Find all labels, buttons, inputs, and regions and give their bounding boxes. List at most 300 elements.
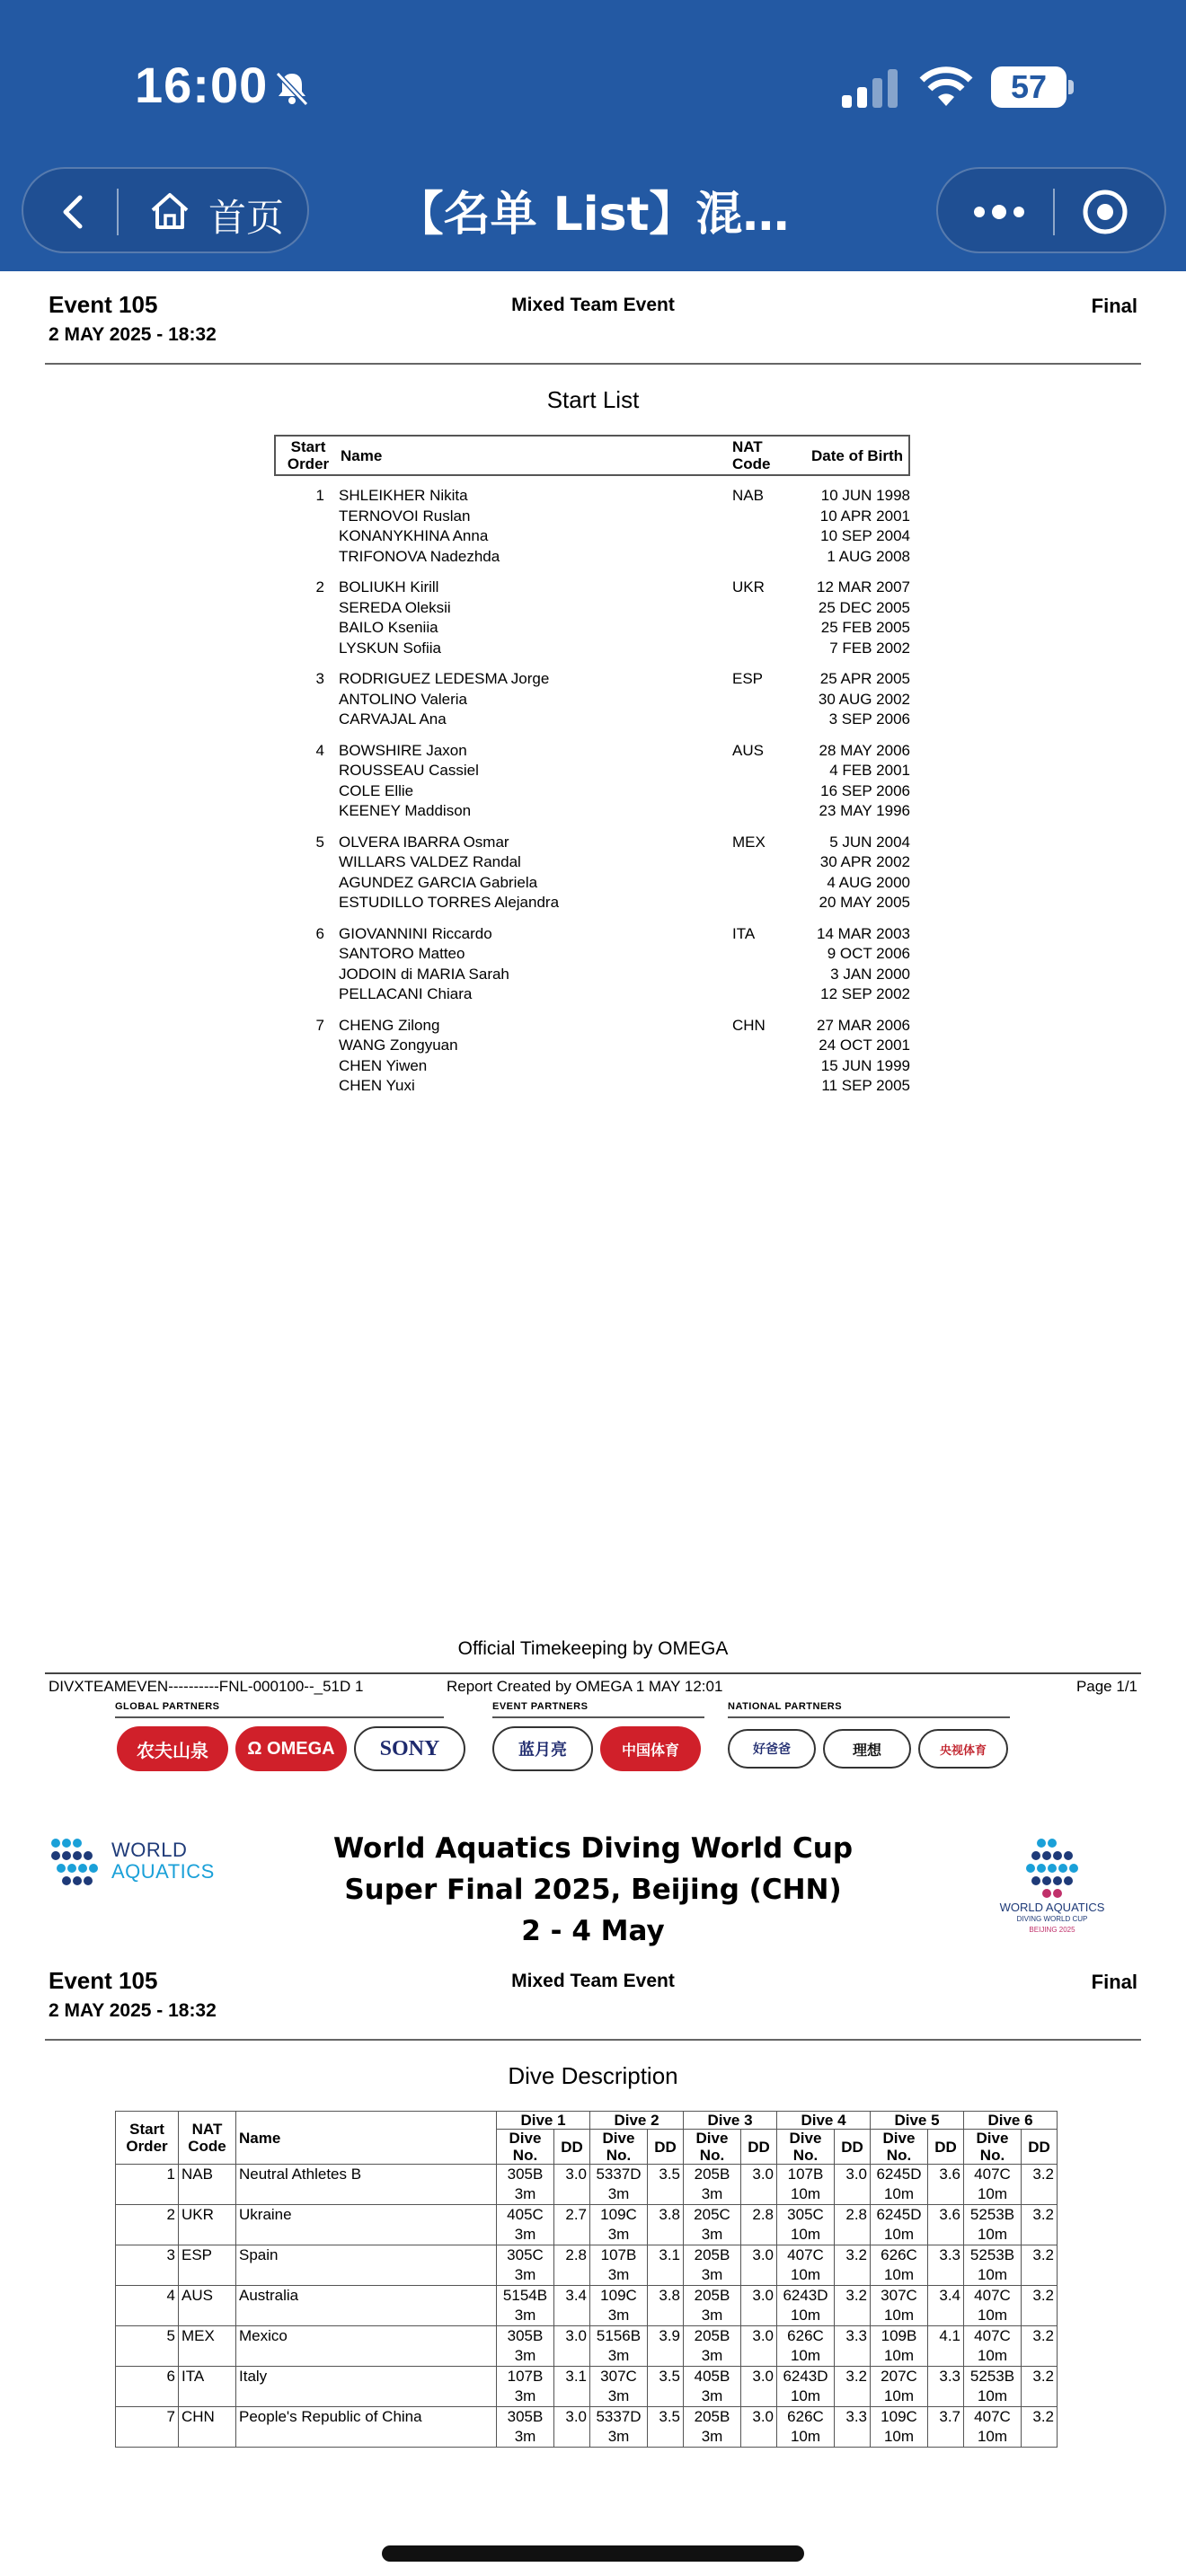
- dive-dd: 3.0: [741, 2407, 777, 2448]
- athlete-name: AGUNDEZ GARCIA Gabriela: [339, 873, 538, 891]
- event-date-2: 2 MAY 2025 - 18:32: [49, 2000, 217, 2021]
- dive-number: 5337D: [596, 2166, 642, 2183]
- dive-dd: 3.4: [928, 2286, 964, 2326]
- dive-cell: [964, 2205, 1022, 2245]
- competition-title: World Aquatics Diving World Cup: [332, 1832, 854, 1865]
- dive-number: 205C: [694, 2206, 730, 2223]
- dive-number: 109C: [600, 2206, 637, 2223]
- dive-cell: [497, 2165, 554, 2205]
- athlete-dob: 23 MAY 1996: [819, 802, 910, 819]
- athlete-dob: 12 SEP 2002: [820, 985, 910, 1002]
- header-row: [116, 2112, 1058, 2130]
- dive-cell: [871, 2245, 928, 2286]
- dive-dd: 3.8: [648, 2205, 684, 2245]
- partner-logo-sony: SONY: [354, 1726, 465, 1771]
- team-nat-code: ESP: [732, 670, 764, 687]
- dive-dd: 3.3: [835, 2326, 871, 2367]
- dive-cell: [964, 2407, 1022, 2448]
- partner-logo-china-sports: 中国体育: [600, 1726, 701, 1771]
- athlete-name: BOWSHIRE Jaxon: [339, 741, 467, 759]
- athlete-name: SHLEIKHER Nikita: [339, 487, 468, 504]
- team-nat-code: ITA: [732, 924, 756, 942]
- dive-height: 10m: [883, 2387, 915, 2404]
- dive-height: 10m: [977, 2226, 1008, 2243]
- dive-height: 3m: [701, 2185, 723, 2202]
- dive-height: 10m: [790, 2347, 821, 2364]
- start-order: 2: [116, 2205, 179, 2245]
- athlete-dob: 24 OCT 2001: [819, 1037, 910, 1054]
- dive-dd: 3.3: [928, 2245, 964, 2286]
- global-partners-label: GLOBAL PARTNERS: [115, 1701, 220, 1712]
- col-dd: DD: [648, 2130, 684, 2165]
- dive-height: 3m: [514, 2266, 536, 2283]
- dive-number: 407C: [974, 2287, 1011, 2304]
- team-nat-code: CHN: [732, 1016, 766, 1034]
- athlete-name: CARVAJAL Ana: [339, 710, 447, 728]
- dive-cell: [590, 2245, 648, 2286]
- dive-number: 405B: [694, 2368, 730, 2385]
- dive-height: 3m: [607, 2387, 630, 2404]
- event-date: 2 MAY 2025 - 18:32: [49, 324, 217, 345]
- dive-cell: [497, 2286, 554, 2326]
- dive-height: 3m: [607, 2266, 630, 2283]
- dive-dd: 3.2: [1022, 2407, 1058, 2448]
- team-name: Neutral Athletes B: [236, 2165, 497, 2205]
- dive-cell: [871, 2205, 928, 2245]
- dive-dd: 3.0: [741, 2326, 777, 2367]
- dive-dd: 3.2: [1022, 2286, 1058, 2326]
- partner-logo-omega: Ω OMEGA: [235, 1726, 347, 1771]
- dive-dd: 3.1: [648, 2245, 684, 2286]
- col-dob: Date of Birth: [811, 447, 903, 464]
- dive-number: 107B: [787, 2166, 824, 2183]
- start-order: 5: [116, 2326, 179, 2367]
- dive-dd: 3.2: [835, 2286, 871, 2326]
- dive-cell: [684, 2245, 741, 2286]
- partner-logo-lixiang: 理想: [823, 1729, 911, 1769]
- cup-logo-line1: WORLD AQUATICS: [999, 1901, 1105, 1914]
- dive-height: 3m: [701, 2428, 723, 2445]
- dive-number: 305C: [787, 2206, 824, 2223]
- dive-dd: 3.6: [928, 2205, 964, 2245]
- dive-height: 10m: [790, 2185, 821, 2202]
- dive-dd: 3.2: [1022, 2165, 1058, 2205]
- athlete-dob: 3 SEP 2006: [828, 710, 910, 728]
- dive-dd: 2.8: [741, 2205, 777, 2245]
- dive-cell: [777, 2326, 835, 2367]
- dive-height: 3m: [514, 2387, 536, 2404]
- dive-height: 10m: [977, 2185, 1008, 2202]
- table-row: [116, 2245, 1058, 2286]
- col-dive-no: Dive No.: [871, 2130, 928, 2165]
- nat-code: AUS: [179, 2286, 236, 2326]
- col-dive-5: Dive 5: [871, 2112, 964, 2130]
- nat-code: ITA: [179, 2367, 236, 2407]
- dive-cell: [497, 2326, 554, 2367]
- dive-height: 10m: [883, 2226, 915, 2243]
- col-dd: DD: [928, 2130, 964, 2165]
- col-dive-3: Dive 3: [684, 2112, 777, 2130]
- dive-dd: 3.0: [741, 2245, 777, 2286]
- dive-number: 205B: [694, 2327, 730, 2344]
- table-row: [116, 2407, 1058, 2448]
- dive-height: 3m: [607, 2307, 630, 2324]
- dive-height: 10m: [977, 2266, 1008, 2283]
- dive-number: 109B: [881, 2327, 917, 2344]
- dive-number: 205B: [694, 2166, 730, 2183]
- start-order: 7: [116, 2407, 179, 2448]
- dive-dd: 3.2: [1022, 2245, 1058, 2286]
- dive-number: 5253B: [969, 2206, 1015, 2223]
- status-time: 16:00: [135, 57, 269, 113]
- dive-cell: [684, 2326, 741, 2367]
- dive-height: 3m: [607, 2185, 630, 2202]
- dive-dd: 3.5: [648, 2165, 684, 2205]
- dive-cell: [871, 2326, 928, 2367]
- athlete-name: OLVERA IBARRA Osmar: [339, 833, 509, 851]
- dive-number: 407C: [974, 2327, 1011, 2344]
- dive-dd: 3.6: [928, 2165, 964, 2205]
- dive-height: 10m: [883, 2347, 915, 2364]
- competition-subtitle: Super Final 2025, Beijing (CHN): [344, 1874, 842, 1906]
- dive-cell: [871, 2165, 928, 2205]
- start-order: 1: [116, 2165, 179, 2205]
- dive-height: 3m: [514, 2307, 536, 2324]
- dive-dd: 3.0: [554, 2165, 590, 2205]
- col-nat: NAT Code: [732, 438, 771, 472]
- dive-dd: 3.0: [741, 2165, 777, 2205]
- dive-cell: [964, 2367, 1022, 2407]
- dive-cell: [964, 2326, 1022, 2367]
- dive-dd: 3.0: [554, 2326, 590, 2367]
- event-phase-2: Final: [1091, 1971, 1137, 1993]
- dive-cell: [684, 2367, 741, 2407]
- athlete-name: KONANYKHINA Anna: [339, 527, 489, 544]
- dive-cell: [497, 2367, 554, 2407]
- dive-height: 10m: [790, 2266, 821, 2283]
- dive-number: 407C: [974, 2166, 1011, 2183]
- dive-number: 6243D: [783, 2368, 828, 2385]
- dive-number: 207C: [881, 2368, 917, 2385]
- dive-cell: [871, 2367, 928, 2407]
- dive-dd: 3.2: [1022, 2326, 1058, 2367]
- athlete-dob: 20 MAY 2005: [819, 894, 910, 911]
- table-row: [116, 2165, 1058, 2205]
- dive-height: 3m: [514, 2428, 536, 2445]
- team-start-order: 1: [315, 487, 324, 504]
- dive-number: 6245D: [876, 2166, 922, 2183]
- org-logo-line2: AQUATICS: [111, 1860, 215, 1883]
- dive-number: 107B: [600, 2246, 637, 2263]
- dive-dd: 2.7: [554, 2205, 590, 2245]
- athlete-dob: 10 APR 2001: [819, 507, 910, 525]
- dive-height: 10m: [790, 2226, 821, 2243]
- dive-dd: 3.3: [928, 2367, 964, 2407]
- dive-number: 5253B: [969, 2246, 1015, 2263]
- report-created: Report Created by OMEGA 1 MAY 12:01: [447, 1678, 723, 1695]
- dive-cell: [777, 2286, 835, 2326]
- dive-height: 3m: [701, 2307, 723, 2324]
- header-divider-2: [45, 2039, 1141, 2041]
- dive-number: 205B: [694, 2408, 730, 2425]
- battery-level: 57: [1010, 68, 1048, 105]
- athlete-dob: 7 FEB 2002: [829, 639, 910, 657]
- partner-logo-national-1: 好爸爸: [728, 1729, 816, 1769]
- dive-dd: 3.7: [928, 2407, 964, 2448]
- event-name: Mixed Team Event: [511, 295, 675, 315]
- dive-cell: [590, 2367, 648, 2407]
- dive-dd: 3.9: [648, 2326, 684, 2367]
- athlete-dob: 4 AUG 2000: [827, 873, 910, 891]
- col-dive-2: Dive 2: [590, 2112, 684, 2130]
- dive-dd: 3.0: [835, 2165, 871, 2205]
- dive-cell: [590, 2286, 648, 2326]
- dive-table-header: [116, 2112, 1058, 2165]
- dive-number: 626C: [881, 2246, 917, 2263]
- dive-cell: [777, 2367, 835, 2407]
- team-start-order: 5: [315, 833, 324, 851]
- competition-dates: 2 - 4 May: [521, 1915, 665, 1947]
- dive-dd: 3.3: [835, 2407, 871, 2448]
- dive-height: 3m: [514, 2226, 536, 2243]
- team-name: Spain: [236, 2245, 497, 2286]
- athlete-dob: 15 JUN 1999: [820, 1056, 910, 1074]
- start-order: 4: [116, 2286, 179, 2326]
- dive-cell: [777, 2407, 835, 2448]
- home-indicator[interactable]: [382, 2545, 804, 2562]
- col-dive-no: Dive No.: [497, 2130, 554, 2165]
- athlete-name: LYSKUN Sofiia: [339, 639, 442, 657]
- athlete-dob: 16 SEP 2006: [820, 781, 910, 799]
- dive-number: 626C: [787, 2327, 824, 2344]
- dive-cell: [590, 2165, 648, 2205]
- team-nat-code: MEX: [732, 833, 766, 851]
- partner-logo-nongfu: 农夫山泉: [117, 1726, 228, 1771]
- dive-dd: 3.5: [648, 2367, 684, 2407]
- col-dd: DD: [554, 2130, 590, 2165]
- dive-cell: [684, 2165, 741, 2205]
- dive-dd: 2.8: [835, 2205, 871, 2245]
- dive-height: 3m: [514, 2185, 536, 2202]
- start-order: 3: [116, 2245, 179, 2286]
- athlete-dob: 5 JUN 2004: [829, 833, 910, 851]
- section-title: Start List: [546, 386, 640, 413]
- athlete-dob: 25 DEC 2005: [818, 598, 910, 616]
- page-title: 【名单 List】混…: [396, 188, 790, 242]
- athlete-name: ANTOLINO Valeria: [339, 690, 467, 708]
- col-dive-no: Dive No.: [777, 2130, 835, 2165]
- dive-height: 10m: [883, 2185, 915, 2202]
- dive-table-body: [116, 2165, 1058, 2448]
- team-name: Italy: [236, 2367, 497, 2407]
- dive-number: 5337D: [596, 2408, 642, 2425]
- dive-cell: [684, 2407, 741, 2448]
- athlete-name: ESTUDILLO TORRES Alejandra: [339, 894, 560, 911]
- team-name: Mexico: [236, 2326, 497, 2367]
- athlete-dob: 9 OCT 2006: [827, 945, 910, 962]
- team-name: Australia: [236, 2286, 497, 2326]
- dive-number: 305B: [507, 2408, 544, 2425]
- col-name: Name: [236, 2112, 497, 2165]
- athlete-name: KEENEY Maddison: [339, 802, 472, 819]
- dive-cell: [497, 2407, 554, 2448]
- dive-number: 407C: [787, 2246, 824, 2263]
- dive-dd: 3.2: [835, 2245, 871, 2286]
- dive-cell: [871, 2407, 928, 2448]
- dive-cell: [777, 2205, 835, 2245]
- dive-dd: 3.0: [554, 2407, 590, 2448]
- start-order: 6: [116, 2367, 179, 2407]
- dive-height: 3m: [701, 2226, 723, 2243]
- athlete-name: WANG Zongyuan: [339, 1037, 458, 1054]
- athlete-name: TERNOVOI Ruslan: [339, 507, 471, 525]
- athlete-dob: 30 APR 2002: [819, 853, 910, 870]
- nat-code: MEX: [179, 2326, 236, 2367]
- cup-logo-line3: BEIJING 2025: [1029, 1926, 1075, 1934]
- dive-height: 10m: [883, 2307, 915, 2324]
- athlete-name: ROUSSEAU Cassiel: [339, 762, 479, 779]
- dive-dd: 2.8: [554, 2245, 590, 2286]
- athlete-dob: 3 JAN 2000: [830, 965, 910, 983]
- report-code: DIVXTEAMEVEN----------FNL-000100--_51D 1: [49, 1678, 364, 1695]
- col-dd: DD: [741, 2130, 777, 2165]
- dive-cell: [871, 2286, 928, 2326]
- dive-number: 407C: [974, 2408, 1011, 2425]
- col-dive-no: Dive No.: [964, 2130, 1022, 2165]
- dive-cell: [497, 2205, 554, 2245]
- col-dd: DD: [1022, 2130, 1058, 2165]
- dive-number: 405C: [507, 2206, 544, 2223]
- dive-number: 307C: [881, 2287, 917, 2304]
- dive-cell: [497, 2245, 554, 2286]
- athlete-name: GIOVANNINI Riccardo: [339, 924, 492, 942]
- athlete-dob: 14 MAR 2003: [817, 924, 910, 942]
- event-number: Event 105: [49, 291, 158, 318]
- athlete-name: WILLARS VALDEZ Randal: [339, 853, 521, 870]
- athlete-dob: 30 AUG 2002: [818, 690, 910, 708]
- athlete-name: JODOIN di MARIA Sarah: [339, 965, 509, 983]
- event-phase: Final: [1091, 295, 1137, 317]
- team-name: Ukraine: [236, 2205, 497, 2245]
- dive-cell: [777, 2165, 835, 2205]
- dive-height: 10m: [977, 2428, 1008, 2445]
- col-dd: DD: [835, 2130, 871, 2165]
- athlete-dob: 28 MAY 2006: [819, 741, 910, 759]
- dive-height: 10m: [977, 2387, 1008, 2404]
- col-dive-no: Dive No.: [684, 2130, 741, 2165]
- dive-number: 307C: [600, 2368, 637, 2385]
- col-dive-1: Dive 1: [497, 2112, 590, 2130]
- col-start-order: Start Order: [116, 2112, 179, 2165]
- dive-number: 5156B: [596, 2327, 642, 2344]
- dive-dd: 3.2: [1022, 2367, 1058, 2407]
- dive-dd: 3.0: [741, 2367, 777, 2407]
- dive-dd: 3.2: [1022, 2205, 1058, 2245]
- col-dive-4: Dive 4: [777, 2112, 871, 2130]
- dive-cell: [684, 2286, 741, 2326]
- team-start-order: 4: [315, 741, 324, 759]
- athlete-name: SEREDA Oleksii: [339, 598, 451, 616]
- athlete-name: RODRIGUEZ LEDESMA Jorge: [339, 670, 550, 687]
- dive-dd: 3.2: [835, 2367, 871, 2407]
- col-nat: NAT Code: [179, 2112, 236, 2165]
- team-nat-code: UKR: [732, 578, 765, 595]
- dive-height: 3m: [701, 2347, 723, 2364]
- dive-height: 10m: [790, 2428, 821, 2445]
- athlete-name: BOLIUKH Kirill: [339, 578, 439, 595]
- dive-dd: 3.1: [554, 2367, 590, 2407]
- nat-code: NAB: [179, 2165, 236, 2205]
- dive-number: 305B: [507, 2327, 544, 2344]
- team-start-order: 7: [315, 1016, 324, 1034]
- athlete-dob: 25 APR 2005: [819, 670, 910, 687]
- dive-number: 305B: [507, 2166, 544, 2183]
- athlete-dob: 12 MAR 2007: [817, 578, 910, 595]
- dive-cell: [964, 2165, 1022, 2205]
- dive-height: 10m: [790, 2387, 821, 2404]
- athlete-dob: 27 MAR 2006: [817, 1016, 910, 1034]
- athlete-name: CHEN Yuxi: [339, 1077, 415, 1094]
- dive-dd: 4.1: [928, 2326, 964, 2367]
- athlete-dob: 10 JUN 1998: [820, 487, 910, 504]
- dive-description-table: [115, 2111, 1058, 2448]
- athlete-dob: 25 FEB 2005: [820, 619, 910, 636]
- dive-number: 205B: [694, 2246, 730, 2263]
- dive-dd: 3.4: [554, 2286, 590, 2326]
- col-dive-6: Dive 6: [964, 2112, 1058, 2130]
- page-number: Page 1/1: [1075, 1678, 1137, 1695]
- dive-number: 626C: [787, 2408, 824, 2425]
- dive-number: 5253B: [969, 2368, 1015, 2385]
- team-nat-code: NAB: [732, 487, 764, 504]
- dive-height: 10m: [977, 2307, 1008, 2324]
- dive-number: 109C: [881, 2408, 917, 2425]
- dive-cell: [777, 2245, 835, 2286]
- team-name: People's Republic of China: [236, 2407, 497, 2448]
- partner-logo-cctv-sports: 央视体育: [918, 1729, 1008, 1769]
- dive-number: 107B: [507, 2368, 544, 2385]
- dive-height: 3m: [607, 2428, 630, 2445]
- dive-number: 6245D: [876, 2206, 922, 2223]
- dive-cell: [590, 2407, 648, 2448]
- cup-logo-line2: DIVING WORLD CUP: [1016, 1915, 1088, 1923]
- dive-cell: [964, 2286, 1022, 2326]
- athlete-name: TRIFONOVA Nadezhda: [339, 547, 500, 565]
- national-partners-label: NATIONAL PARTNERS: [728, 1701, 843, 1712]
- col-dive-no: Dive No.: [590, 2130, 648, 2165]
- athlete-name: SANTORO Matteo: [339, 945, 465, 962]
- dive-height: 10m: [883, 2428, 915, 2445]
- athlete-dob: 11 SEP 2005: [821, 1077, 910, 1094]
- dive-cell: [590, 2205, 648, 2245]
- home-label[interactable]: 首页: [208, 196, 285, 240]
- org-logo-line1: WORLD: [111, 1839, 188, 1861]
- nat-code: ESP: [179, 2245, 236, 2286]
- dive-height: 3m: [607, 2347, 630, 2364]
- event-number-2: Event 105: [49, 1967, 158, 1994]
- athlete-dob: 10 SEP 2004: [820, 527, 910, 544]
- athlete-dob: 1 AUG 2008: [827, 547, 910, 565]
- dive-height: 10m: [883, 2266, 915, 2283]
- athlete-dob: 4 FEB 2001: [829, 762, 910, 779]
- dive-height: 10m: [790, 2307, 821, 2324]
- dive-height: 3m: [514, 2347, 536, 2364]
- dive-number: 109C: [600, 2287, 637, 2304]
- dive-cell: [964, 2245, 1022, 2286]
- event-partners-label: EVENT PARTNERS: [492, 1701, 589, 1712]
- dive-dd: 3.8: [648, 2286, 684, 2326]
- dive-dd: 3.5: [648, 2407, 684, 2448]
